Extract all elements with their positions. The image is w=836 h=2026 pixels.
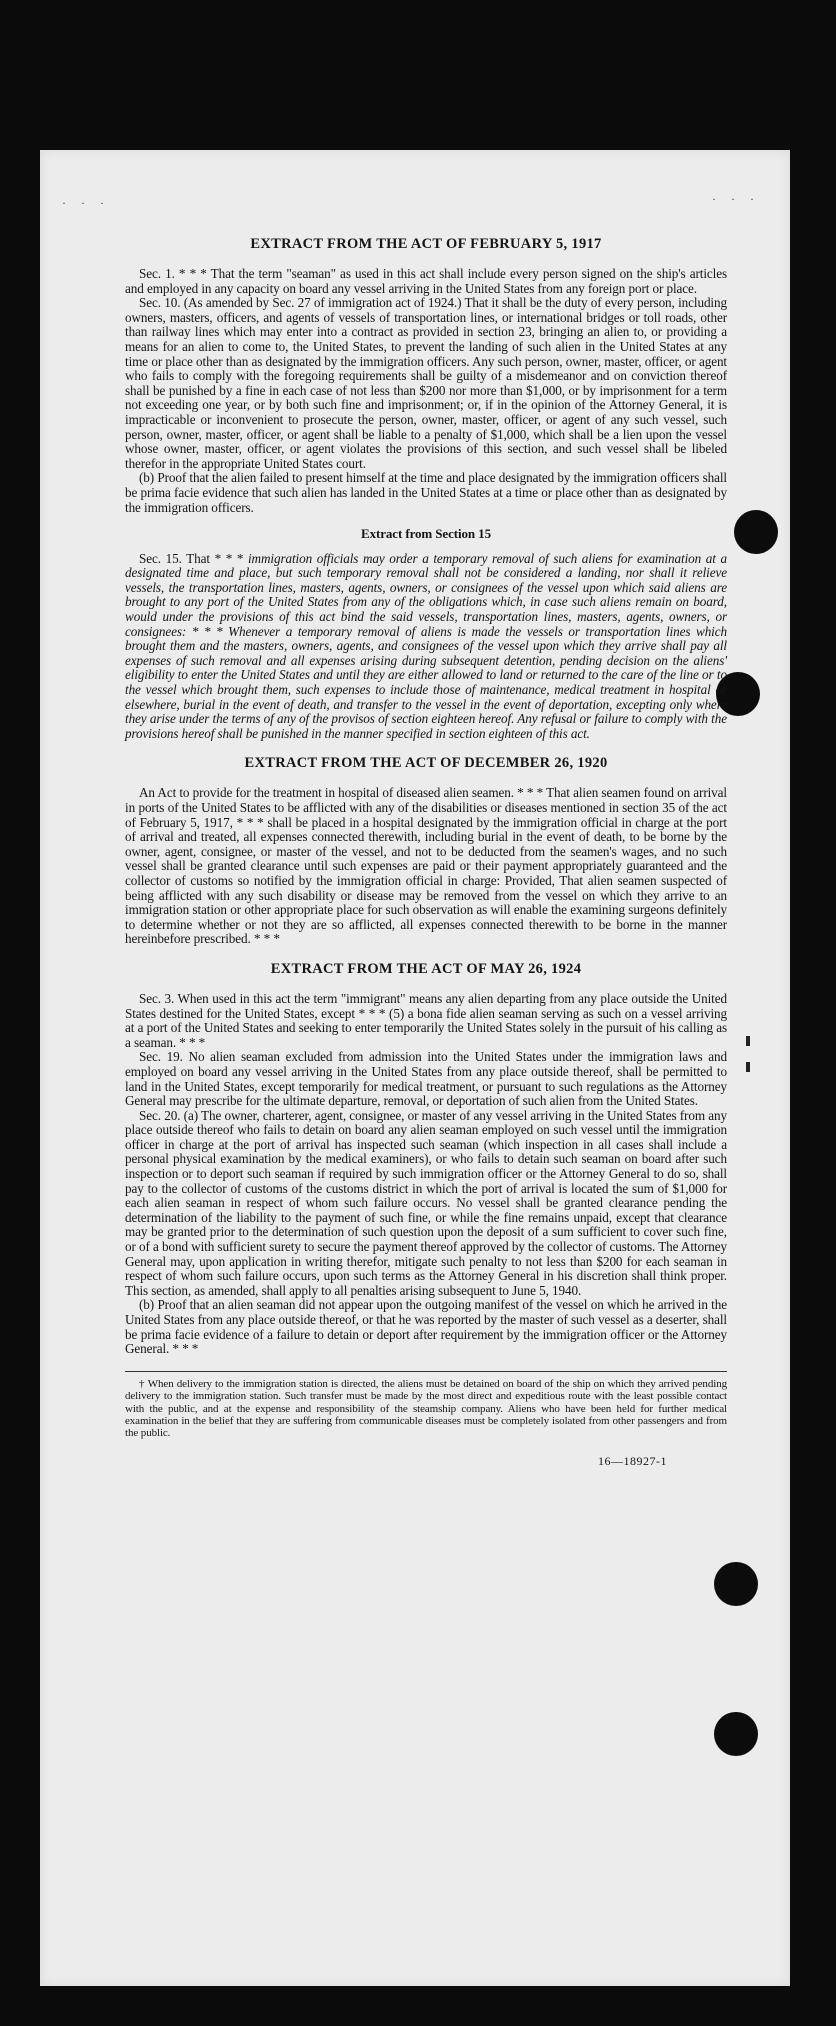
section-3-paragraph: Sec. 3. When used in this act the term "immigrant" means any alien departing from any place outside the United States destined for the United States, except * * * (5) a bona fide alien seaman serving as such on a vessel arriving at a port of the United States and seeking to enter temporarily the United States solely in the pursuit of his calling as a seaman. * * * [125,990,727,1050]
margin-mark [746,1036,750,1046]
section-20a-paragraph: Sec. 20. (a) The owner, charterer, agent, consignee, or master of any vessel arriving in the United States from any place outside thereof who fails to detain on board any alien seaman employed on such vessel until the immigration officer in charge at the port of arrival has inspected such seaman (which inspection in all cases shall include a personal physical examination by the medical examiners), or who fails to detain such seaman on board after such inspection or to deport such seaman if required by such immigration officer or the Attorney General to do so, shall pay to the collector of customs of the customs district in which the port of arrival is located the sum of $1,000 for each alien seaman in respect of whom such failure occurs. No vessel shall be granted clearance pending the determination of the liability to the payment of such fine, or while the fine remains unpaid, except that clearance may be granted prior to the determination of such question upon the deposit of a sum sufficient to cover such fine, or of a bond with sufficient surety to secure the payment thereof approved by the collector of customs. The Attorney General may, upon application in writing therefor, mitigate such penalty to not less than $200 for each seaman in respect of whom such failure occurs, upon such terms as the Attorney General in his discretion shall think proper. This section, as amended, shall apply to all penalties arising subsequent to June 5, 1940. [125,1107,727,1298]
document-body [125,236,727,1468]
punch-hole [734,510,778,554]
margin-mark [746,1062,750,1072]
section-15-italic-text: immigration officials may order a temporary removal of such aliens for examination at a designated time and place, but such temporary removal shall not be considered a landing, nor shall it relieve vessels, the transportation lines, masters, agents, owners, or consignees of the vessel upon which said aliens are brought to any port of the United States from any of the obligations which, in case such aliens remain on board, would under the provisions of this act bind the said vessels, transportation lines, masters, agents, owners, or consignees: * * * Whenever a temporary removal of aliens is made the vessels or transportation lines which brought them and the masters, owners, agents, and consignees of the vessel upon which they arrive shall pay all expenses of such removal and all expenses arising during subsequent detention, pending decision on the aliens' eligibility to enter the United States and until they are either allowed to land or returned to the care of the line or to the vessel which brought them, such expenses to include those of maintenance, medical treatment in hospital or elsewhere, burial in the event of death, and transfer to the vessel in the event of deportation, excepting only where they arise under the terms of any of the provisos of section eighteen hereof. Any refusal or failure to comply with the provisions hereof shall be punished in the manner specified in section eighteen of this act. [125,550,727,741]
punch-hole [714,1562,758,1606]
edge-marks-left: · · · [62,196,110,210]
heading-act-1917: EXTRACT FROM THE ACT OF FEBRUARY 5, 1917 [250,236,602,252]
act-1920-paragraph: An Act to provide for the treatment in hospital of diseased alien seamen. * * * That alien seamen found on arrival in ports of the United States to be afflicted with any of the disabilities or diseases mentioned in section 35 of the act of February 5, 1917, * * * shall be placed in a hospital designated by the immigration official in charge at the port of arrival and treated, all expenses connected therewith, including burial in the event of death, to be borne by the owner, agent, consignee, or master of the vessel, and not to be deducted from the seamen's wages, and no such vessel shall be granted clearance until such expenses are paid or their payment appropriately guaranteed and the collector of customs so notified by the immigration official in charge: Provided, That alien seamen suspected of being afflicted with any such disability or disease may be removed from the vessel on which they arrive to an immigration station or other appropriate place for such observation as will enable the examining surgeons definitely to determine whether or not they are so afflicted, all expenses connected therewith to be borne in the manner hereinbefore prescribed. * * * [125,785,727,947]
section-10-paragraph: Sec. 10. (As amended by Sec. 27 of immigration act of 1924.) That it shall be the duty of every person, including owners, masters, officers, and agents of vessels of transportation lines, or international bridges or toll roads, other than railway lines which may enter into a contract as provided in section 23, bringing an alien to, or providing a means for an alien to come to, the United States, to prevent the landing of such alien in the United States at any time or place other than as designated by the immigration officers. Any such person, owner, master, officer, or agent who fails to comply with the foregoing requirements shall be guilty of a misdemeanor and on conviction thereof shall be punished by a fine in each case of not less than $200 nor more than $1,000, or by imprisonment for a term not exceeding one year, or by both such fine and imprisonment; or, if in the opinion of the Attorney General, it is impracticable or inconvenient to prosecute the person, owner, master, officer, or agent of any such vessel, such person, owner, master, officer, or agent shall be liable to a penalty of $1,000, which shall be a lien upon the vessel whose owner, master, officer, or agent violates the provisions of this section, and such vessel shall be libeled therefor in the appropriate United States court. [125,295,727,471]
footnote: † When delivery to the immigration station is directed, the aliens must be detained on board of the ship on which they arrived pending delivery to the immigration station. Such transfer must be made by the most direct and expeditious route with the least possible contact with the public, and at the expense and responsibility of the steamship company. Aliens who have been held for further medical examination in the belief that they are suffering from communicable diseases must be completely isolated from other passengers and from the public. [125,1371,727,1440]
document-page [40,150,790,1986]
section-15-paragraph [125,552,727,742]
heading-act-1924: EXTRACT FROM THE ACT OF MAY 26, 1924 [270,960,582,977]
punch-hole [714,1712,758,1756]
edge-marks-right: · · · [712,192,760,206]
section-19-paragraph: Sec. 19. No alien seaman excluded from admission into the United States under the immigration laws and employed on board any vessel arriving in the United States from any place outside thereof, shall be permitted to land in the United States, except temporarily for medical treatment, or pursuant to such regulations as the Attorney General may prescribe for the ultimate departure, removal, or deportation of such alien from the United States. [125,1049,727,1109]
heading-act-1920: EXTRACT FROM THE ACT OF DECEMBER 26, 1920 [244,755,608,772]
section-15-lead: Sec. 15. That * * * [139,550,248,566]
section-20b-paragraph: (b) Proof that an alien seaman did not appear upon the outgoing manifest of the vessel on which he arrived in the United States from any place outside thereof, or that he was reported by the master of such vessel as a deserter, shall be prima facie evidence of a failure to detain or deport after requirement by the immigration officer or the Attorney General. * * * [125,1297,727,1357]
subheading-section-15: Extract from Section 15 [361,526,491,542]
section-10b-paragraph: (b) Proof that the alien failed to present himself at the time and place designated by the immigration officers shall be prima facie evidence that such alien has landed in the United States at a time or place other than as designated by the immigration officers. [125,470,727,515]
section-1-paragraph: Sec. 1. * * * That the term "seaman" as used in this act shall include every person signed on the ship's articles and employed in any capacity on board any vessel arriving in the United States from any foreign port or place. [125,266,727,296]
form-number: 16—18927-1 [598,1453,667,1468]
